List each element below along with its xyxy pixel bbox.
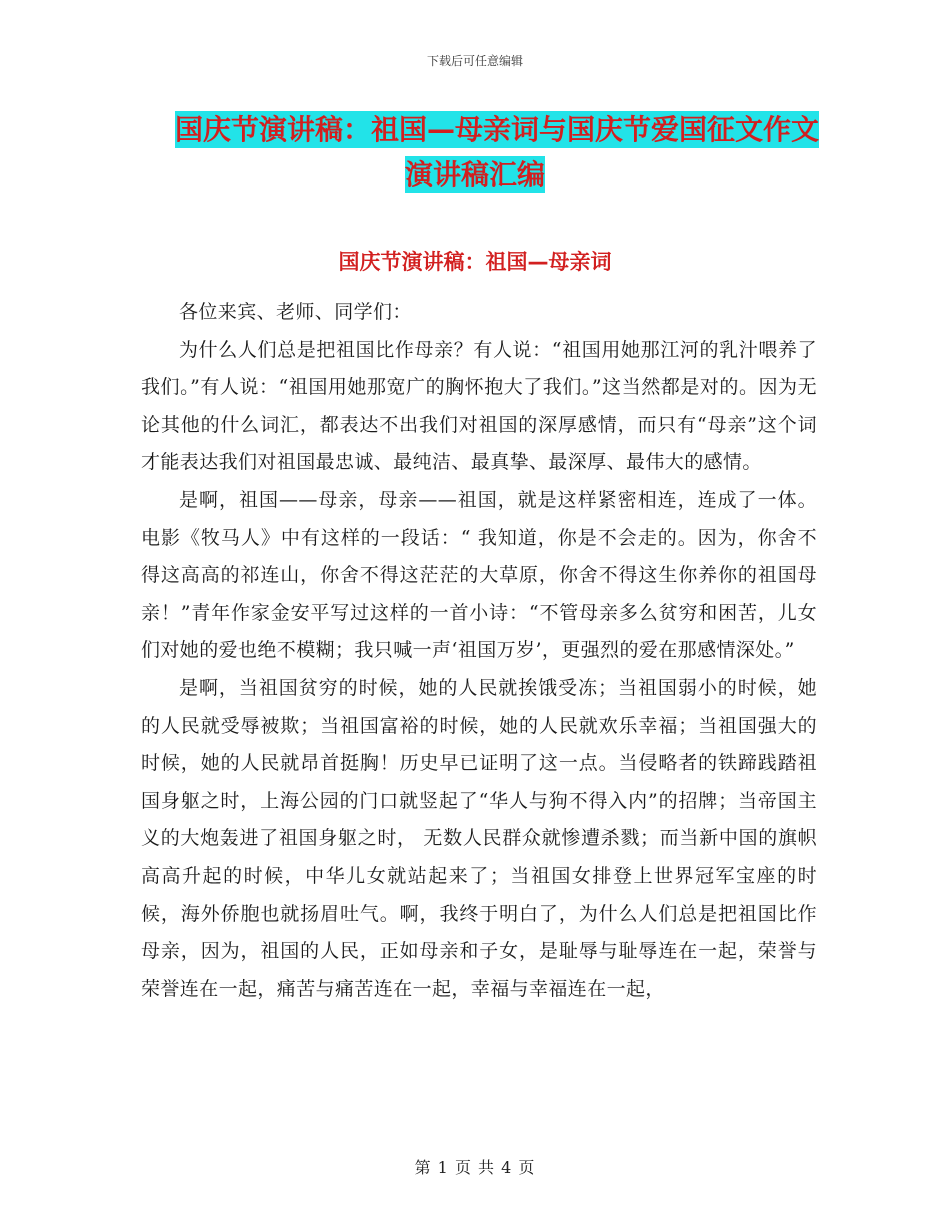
paragraph: 是啊，祖国——母亲，母亲——祖国，就是这样紧密相连，连成了一体。电影《牧马人》中有这样的一段话：“ 我知道，你是不会走的。因为，你舍不得这高高的祁连山，你舍不得这茫茫的大草原，你舍不得这生你养你的祖国母亲！”青年作家金安平写过这样的一首小诗：“不管母亲多么贫穷和困苦，儿女们对她的爱也绝不模糊；我只喊一声‘祖国万岁’，更强烈的爱在那感情深处。” bbox=[141, 488, 817, 662]
section-title: 国庆节演讲稿：祖国—母亲词 bbox=[338, 250, 612, 274]
document-title-line-2 bbox=[0, 149, 950, 201]
paragraph: 为什么人们总是把祖国比作母亲？有人说：“祖国用她那江河的乳汁喂养了我们。”有人说：“祖国用她那宽广的胸怀抱大了我们。”这当然都是对的。因为无论其他的什么词汇，都表达不出我们对祖国的深厚感情，而只有“母亲”这个词才能表达我们对祖国最忠诚、最纯洁、最真挚、最深厚、最伟大的感情。 bbox=[141, 338, 817, 474]
header-note: 下载后可任意编辑 bbox=[426, 54, 523, 68]
document-title-text-2: 演讲稿汇编 bbox=[404, 158, 545, 191]
page-footer: 第 1 页 共 4 页 bbox=[414, 1158, 536, 1177]
document-title-text-1: 国庆节演讲稿：祖国—母亲词与国庆节爱国征文作文 bbox=[174, 113, 819, 146]
paragraph-greeting: 各位来宾、老师、同学们： bbox=[179, 301, 412, 323]
document-body bbox=[141, 294, 817, 1008]
paragraph: 是啊，当祖国贫穷的时候，她的人民就挨饿受冻；当祖国弱小的时候，她的人民就受辱被欺；当祖国富裕的时候，她的人民就欢乐幸福；当祖国强大的时候，她的人民就昂首挺胸！历史早已证明了这一点。当侵略者的铁蹄践踏祖国身躯之时，上海公园的门口就竖起了“华人与狗不得入内”的招牌；当帝国主义的大炮轰进了祖国身躯之时， 无数人民群众就惨遭杀戮；而当新中国的旗帜高高升起的时候，中华儿女就站起来了；当祖国女排登上世界冠军宝座的时候，海外侨胞也就扬眉吐气。啊，我终于明白了，为什么人们总是把祖国比作母亲，因为，祖国的人民，正如母亲和子女，是耻辱与耻辱连在一起，荣誉与荣誉连在一起，痛苦与痛苦连在一起，幸福与幸福连在一起， bbox=[141, 676, 817, 1000]
